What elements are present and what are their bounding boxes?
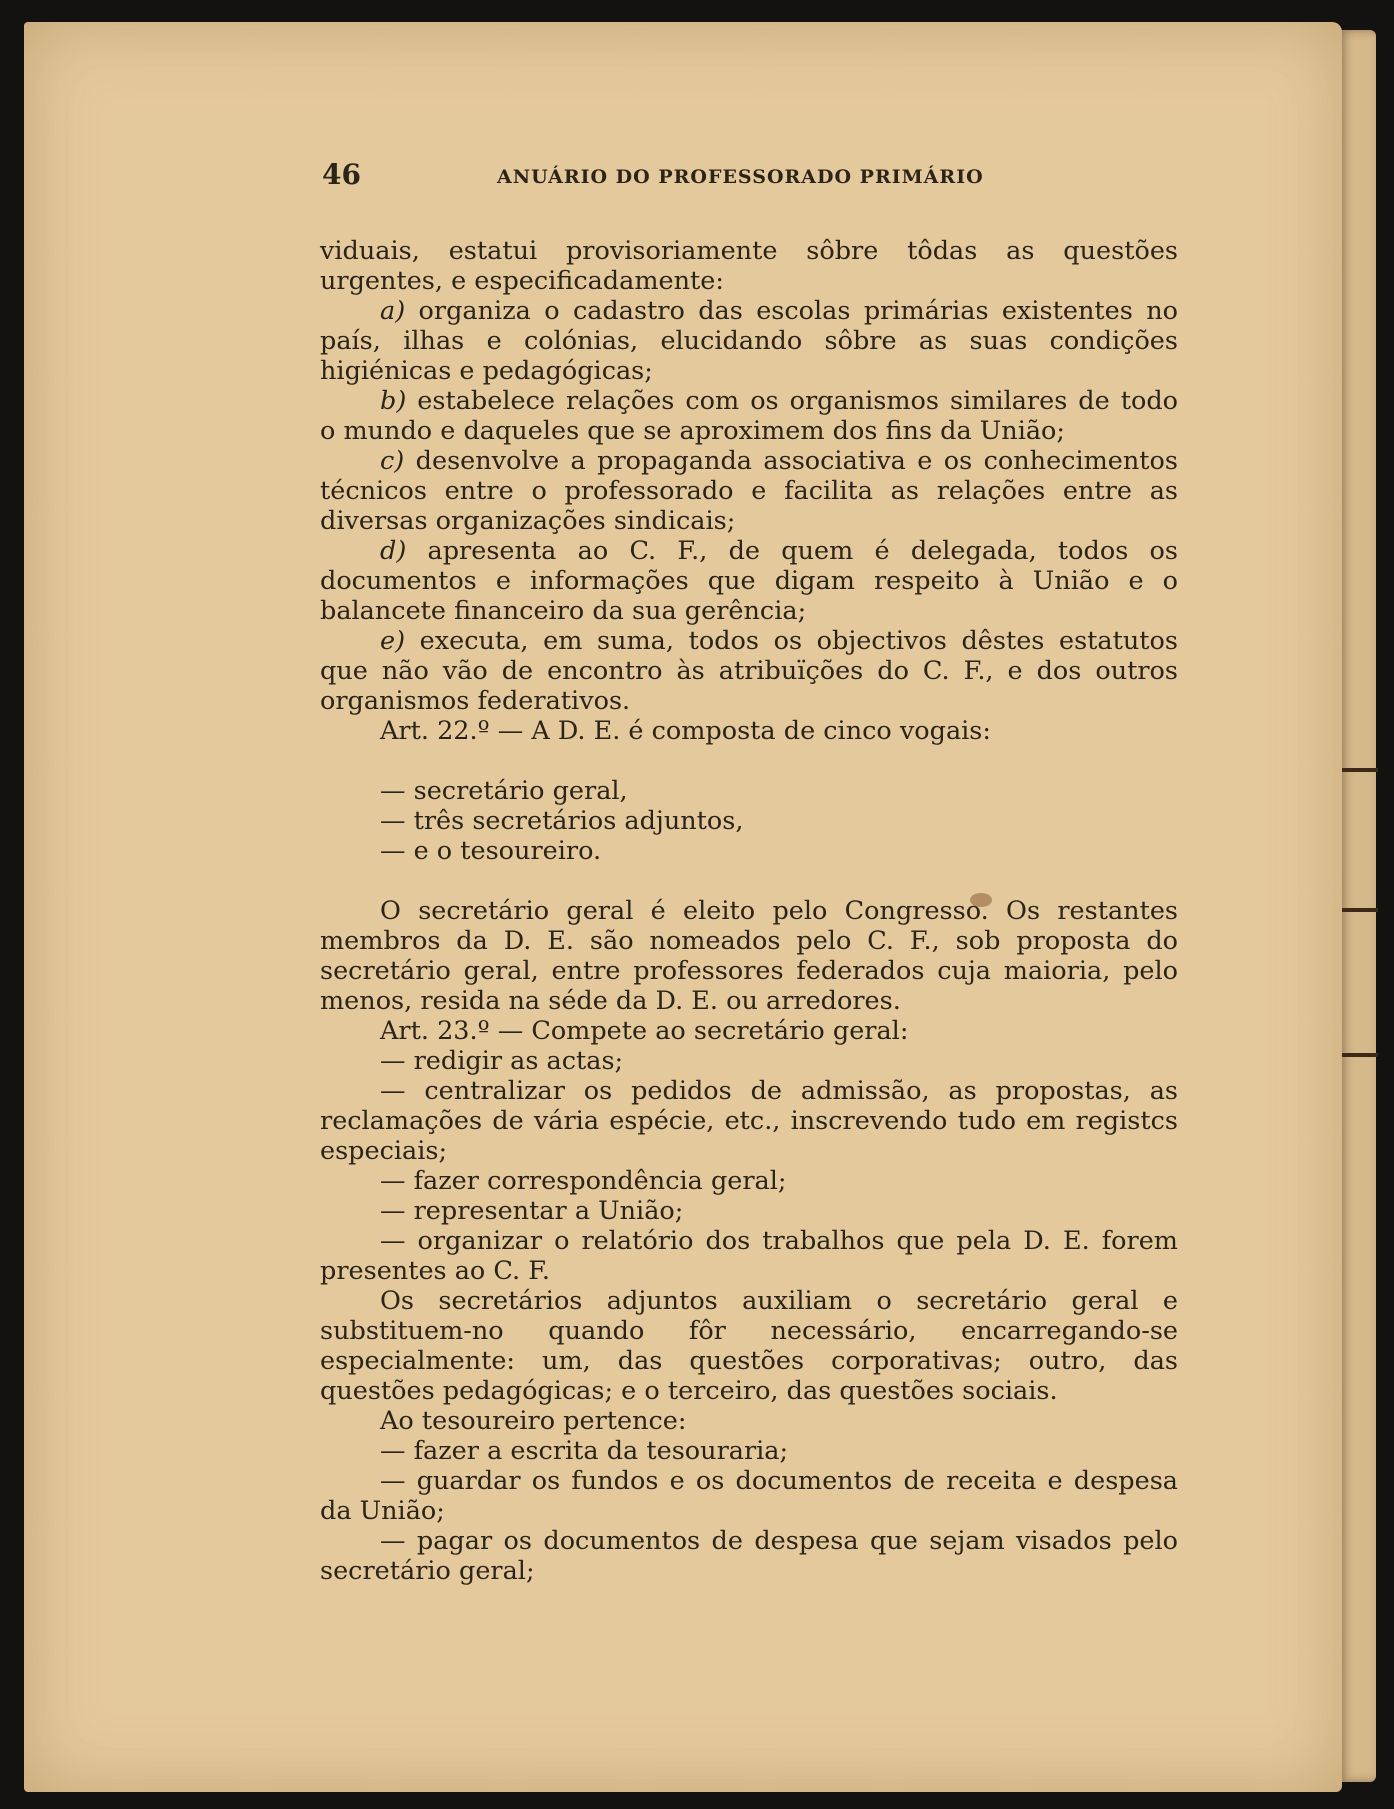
- paragraph: Os secretários adjuntos auxiliam o secretário geral e substituem-no quando fôr necessário, encarregando-se especialmente: um, das questões corporativas; outro, das questões pedagógicas; e o terceiro, das questões sociais.: [320, 1286, 1178, 1406]
- list-item: — secretário geral,: [380, 776, 628, 806]
- list-item: — redigir as actas;: [380, 1046, 624, 1076]
- list-item: — centralizar os pedidos de admissão, as propostas, as reclamações de vária espécie, etc., inscrevendo tudo em registcs especiais;: [320, 1076, 1178, 1166]
- item-label: d): [380, 536, 407, 566]
- page-number: 46: [322, 158, 361, 191]
- running-head: ANUÁRIO DO PROFESSORADO PRIMÁRIO: [497, 166, 984, 188]
- item-d: [320, 536, 1178, 626]
- article-23: Art. 23.º — Compete ao secretário geral:: [380, 1016, 909, 1046]
- item-text: apresenta ao C. F., de quem é delegada, todos os documentos e informações que digam respeito à União e o balancete financeiro da sua gerência;: [320, 536, 1178, 626]
- list-item: — pagar os documentos de despesa que sejam visados pelo secretário geral;: [320, 1526, 1178, 1586]
- item-label: c): [380, 446, 405, 476]
- item-label: b): [380, 386, 407, 416]
- list-item: — fazer a escrita da tesouraria;: [380, 1436, 789, 1466]
- item-a: [320, 296, 1178, 386]
- article-22: Art. 22.º — A D. E. é composta de cinco vogais:: [380, 716, 991, 746]
- item-c: [320, 446, 1178, 536]
- next-page-edge: [1338, 30, 1376, 1782]
- list-item: — e o tesoureiro.: [380, 836, 602, 866]
- list-item: — fazer correspondência geral;: [380, 1166, 787, 1196]
- item-text: estabelece relações com os organismos similares de todo o mundo e daqueles que se aproximem dos fins da União;: [320, 386, 1178, 446]
- spacer: [320, 746, 1178, 776]
- page-header: [322, 158, 1122, 192]
- spacer: [320, 866, 1178, 896]
- item-text: desenvolve a propaganda associativa e os conhecimentos técnicos entre o professorado e facilita as relações entre as diversas organizações sindicais;: [320, 446, 1178, 536]
- paragraph: Ao tesoureiro pertence:: [380, 1406, 687, 1436]
- paragraph: O secretário geral é eleito pelo Congresso. Os restantes membros da D. E. são nomeados pelo C. F., sob proposta do secretário geral, entre professores federados cuja maioria, pelo menos, resida na séde da D. E. ou arredores.: [320, 896, 1178, 1016]
- list-item: — organizar o relatório dos trabalhos que pela D. E. forem presentes ao C. F.: [320, 1226, 1178, 1286]
- item-label: a): [380, 296, 406, 326]
- item-text: organiza o cadastro das escolas primárias existentes no país, ilhas e colónias, elucidando sôbre as suas condições higiénicas e pedagógicas;: [320, 296, 1178, 386]
- item-b: [320, 386, 1178, 446]
- list-item: — três secretários adjuntos,: [380, 806, 744, 836]
- item-label: e): [380, 626, 406, 656]
- item-e: [320, 626, 1178, 716]
- paragraph: viduais, estatui provisoriamente sôbre tôdas as questões urgentes, e especificadamente:: [320, 236, 1178, 296]
- body-text: [320, 236, 1178, 1586]
- list-item: — representar a União;: [380, 1196, 684, 1226]
- item-text: executa, em suma, todos os objectivos dêstes estatutos que não vão de encontro às atribuïções do C. F., e dos outros organismos federativos.: [320, 626, 1178, 716]
- list-item: — guardar os fundos e os documentos de receita e despesa da União;: [320, 1466, 1178, 1526]
